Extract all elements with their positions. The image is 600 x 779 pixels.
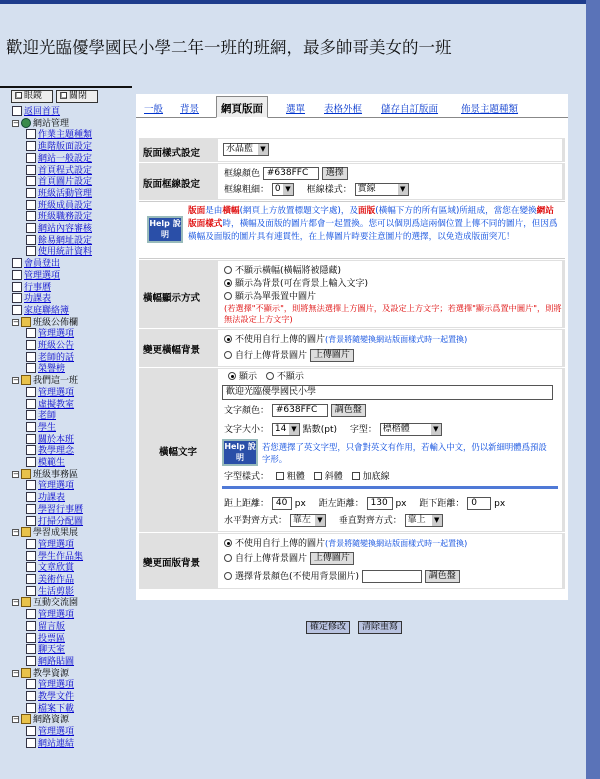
banner-bg-label: 變更橫幅背景 (143, 345, 201, 356)
left-offset-label: 距左距離： (318, 499, 364, 509)
document-icon (26, 246, 36, 256)
border-cell (218, 164, 562, 199)
banner-text-align-line (224, 514, 443, 527)
style-label: 版面樣式設定 (143, 148, 201, 159)
left-offset-unit: px (395, 499, 407, 509)
sidebar-item-label: 管理選項 (38, 481, 75, 492)
confirm-button[interactable]: 確定修改 (306, 621, 350, 634)
collapse-toggle-icon[interactable]: − (13, 528, 19, 537)
sidebar-item[interactable] (26, 410, 56, 421)
sidebar-item (12, 317, 78, 328)
sidebar-item-label: 教學理念 (38, 446, 75, 457)
sidebar-item[interactable] (26, 504, 83, 515)
underline-checkbox[interactable]: 加底線 (352, 472, 390, 482)
tab-item[interactable]: 一般 (144, 104, 164, 115)
tree-collapse-button[interactable]: □關閉 (56, 90, 98, 103)
sidebar-item-label: 互動交流園 (33, 598, 79, 609)
sidebar-item-label: 學習行事曆 (38, 504, 84, 515)
tree-expand-button[interactable]: □眼鏡 (11, 90, 53, 103)
style-select[interactable]: 水晶藍 ▼ (223, 143, 269, 156)
sidebar-item-label: 家庭聯絡簿 (24, 305, 70, 316)
banner-text-row (139, 368, 565, 532)
valign-label: 垂直對齊方式： (338, 516, 402, 526)
sidebar-item-label: 首頁程式設定 (38, 165, 93, 176)
sidebar-item[interactable] (26, 574, 74, 585)
sidebar-item-label: 關於本班 (38, 434, 75, 445)
document-icon (26, 165, 36, 175)
left-offset-input[interactable]: 130 (367, 497, 393, 510)
folder-icon (21, 714, 31, 724)
folder-icon (21, 668, 31, 678)
sidebar-item (12, 527, 78, 538)
document-icon (26, 551, 36, 561)
document-icon (26, 399, 36, 409)
sidebar-item-label: 班級公佈欄 (33, 317, 79, 328)
sidebar-item-label: 班級職務設定 (38, 212, 93, 223)
sidebar-item[interactable] (26, 211, 92, 222)
sidebar-item (12, 469, 78, 480)
sidebar-item[interactable] (26, 200, 92, 211)
tab-item[interactable]: 背景 (180, 104, 200, 115)
banner-text-color-line (224, 404, 366, 417)
document-icon (26, 188, 36, 198)
banner-display-option-center[interactable]: 顯示為單張置中圖片 (224, 292, 316, 303)
border-width-label: 框線粗細： (224, 185, 270, 195)
sidebar-item[interactable] (26, 434, 74, 445)
banner-text-input[interactable]: 歡迎光臨優學國民小學 (222, 385, 553, 400)
document-icon (26, 457, 36, 467)
sidebar-item-label: 虛擬教室 (38, 399, 75, 410)
sidebar-item[interactable] (12, 106, 60, 117)
sidebar-item[interactable] (26, 480, 74, 491)
panel-bg-color-line (224, 570, 460, 583)
banner-bg-option-upload[interactable]: 自行上傳背景圖片 (224, 351, 307, 361)
banner-text-visibility (228, 372, 304, 383)
panel-bg-palette-button[interactable]: 調色盤 (425, 570, 460, 583)
document-icon (26, 235, 36, 245)
sidebar-item[interactable] (26, 352, 74, 363)
panel-bg-option-upload[interactable]: 自行上傳背景圖片 (224, 554, 307, 564)
sidebar-item-label: 管理選項 (24, 270, 61, 281)
sidebar-item[interactable] (26, 457, 65, 468)
help-icon: Help 說明 (147, 216, 183, 243)
sidebar-item-label: 聊天室 (38, 645, 66, 656)
sidebar-item-label: 功課表 (38, 493, 66, 504)
sidebar-item-label: 打掃分配圖 (38, 516, 84, 527)
panel-bg-upload-line (224, 552, 354, 565)
help-text: 版面是由橫幅(網頁上方放置標題文字處)，及面版(橫幅下方的所有區域)所組成，當您在變換網站版面樣式時，橫幅及面版的圖片都會一起置換。您可以個別爲這兩個位置上傳不同的圖片，但因爲橫幅及面版的圖片具有連貫性，在上傳圖片時要注意圖片的選擇，以免造成版面突兀！ (188, 206, 558, 242)
sidebar-item[interactable] (26, 165, 92, 176)
sidebar-item[interactable] (26, 656, 74, 667)
document-icon (26, 656, 36, 666)
sidebar-item[interactable] (26, 691, 74, 702)
tab-item[interactable]: 佈景主題種類 (461, 104, 519, 115)
sidebar-item-label: 學習成果展 (33, 528, 79, 539)
banner-display-note: (若選擇"不顯示"，則將無法選擇上方圖片，及設定上方文字；若選擇"顯示爲置中圖片"，則將無法設定上方文字) (224, 303, 562, 324)
bottom-offset-unit: px (494, 499, 506, 509)
tab-item[interactable]: 儲存自訂版面 (381, 104, 439, 115)
banner-text-offset-line (224, 497, 505, 510)
collapse-toggle-icon[interactable]: − (13, 317, 19, 326)
sidebar-item-label: 管理選項 (38, 329, 75, 340)
banner-display-row (139, 260, 565, 328)
border-style-line (224, 183, 409, 196)
sidebar-item[interactable] (26, 246, 92, 257)
sidebar-item-label: 教學文件 (38, 692, 75, 702)
sidebar-item-label: 網站連結 (38, 738, 75, 749)
sidebar-item[interactable] (12, 282, 51, 293)
document-icon (26, 644, 36, 654)
sidebar-item-label: 我們這一班 (33, 376, 79, 387)
top-offset-label: 距上距離： (224, 499, 270, 509)
document-icon (12, 270, 22, 280)
reset-button[interactable]: 清除重寫 (358, 621, 402, 634)
document-icon (26, 691, 36, 701)
sidebar-item[interactable] (26, 621, 65, 632)
sidebar-item-label: 班級活動管理 (38, 188, 93, 199)
help-block (139, 201, 565, 259)
banner-text-font-select[interactable]: 標楷體 ▼ (380, 423, 442, 436)
sidebar-item-label: 管理選項 (38, 539, 75, 550)
banner-display-label: 橫幅顯示方式 (143, 293, 201, 304)
sidebar-item[interactable] (26, 492, 65, 503)
tab-item[interactable]: 表格外框 (324, 104, 363, 115)
folder-icon (21, 317, 31, 327)
top-offset-unit: px (294, 499, 306, 509)
document-icon (26, 176, 36, 186)
folder-icon (21, 597, 31, 607)
document-icon (26, 410, 36, 420)
sidebar-item (12, 118, 69, 129)
sidebar-item-label: 投票區 (38, 633, 66, 644)
sidebar-item[interactable] (12, 293, 51, 304)
panel-bg-cell (218, 534, 562, 588)
sidebar-item-label: 學生作品集 (38, 551, 84, 562)
sidebar-item[interactable] (12, 270, 60, 281)
sidebar-item[interactable] (26, 188, 92, 199)
panel-bg-color-input[interactable] (362, 570, 422, 583)
banner-text-style-label: 字型樣式： (224, 472, 270, 482)
document-icon (26, 141, 36, 151)
collapse-toggle-icon[interactable]: − (13, 715, 19, 724)
sidebar-item[interactable] (26, 176, 92, 187)
document-icon (26, 129, 36, 139)
document-icon (26, 211, 36, 221)
folder-icon (21, 469, 31, 479)
banner-bg-option-default[interactable]: 不使用自行上傳的圖片(背景將隨變換網站版面樣式時一起置換) (224, 334, 467, 346)
border-style-select[interactable]: 實線 ▼ (355, 183, 409, 196)
sidebar-item-label: 學生 (38, 422, 57, 433)
sidebar-item[interactable] (26, 129, 92, 140)
banner-text-show-radio[interactable]: 顯示 (228, 372, 257, 382)
document-icon (26, 703, 36, 713)
sidebar-item[interactable] (26, 586, 74, 597)
banner-bg-upload-button[interactable]: 上傳圖片 (310, 349, 354, 362)
document-icon (26, 480, 36, 490)
sidebar-item-label: 網路資源 (33, 715, 70, 726)
document-icon (26, 586, 36, 596)
document-icon (26, 492, 36, 502)
border-width-select[interactable]: 0 ▼ (272, 183, 294, 196)
divider (222, 486, 558, 489)
sidebar-item[interactable] (26, 516, 83, 527)
banner-text-cell (218, 369, 562, 531)
sidebar-item-label: 留言版 (38, 621, 66, 632)
banner-text-size-line (224, 423, 442, 436)
collapse-toggle-icon[interactable]: − (13, 469, 19, 478)
sidebar-item-label: 餘易網址設定 (38, 235, 93, 246)
tab-bar (136, 94, 568, 118)
sidebar-item[interactable] (26, 539, 74, 550)
border-color-line (224, 167, 348, 180)
document-icon (26, 726, 36, 736)
sidebar-item-label: 美術作品 (38, 575, 75, 585)
sidebar-item-label: 管理選項 (38, 387, 75, 398)
sidebar-item[interactable] (26, 644, 65, 655)
sidebar-item-label: 進階版面設定 (38, 142, 93, 153)
tab-item[interactable]: 選單 (286, 104, 306, 115)
sidebar-item[interactable] (26, 387, 74, 398)
sidebar-item[interactable] (26, 153, 92, 164)
document-icon (12, 258, 22, 268)
panel-bg-row (139, 533, 565, 589)
sidebar-item[interactable] (26, 633, 65, 644)
banner-bg-cell (218, 330, 562, 366)
border-row (139, 163, 565, 200)
sidebar-item-label: 管理選項 (38, 680, 75, 691)
page-title: 歡迎光臨優學國民小學二年一班的班網，最多帥哥美女的一班 (6, 38, 452, 57)
document-icon (12, 305, 22, 315)
document-icon (12, 282, 22, 292)
collapse-toggle-icon[interactable]: − (13, 376, 19, 385)
sidebar-item-label: 作業主題種類 (38, 130, 93, 141)
sidebar-item-label: 班級成員設定 (38, 200, 93, 211)
folder-icon (21, 375, 31, 385)
collapse-toggle-icon[interactable]: − (13, 598, 19, 607)
document-icon (26, 679, 36, 689)
valign-select[interactable]: 靠上 ▼ (405, 514, 443, 527)
banner-display-cell (218, 261, 562, 327)
banner-text-label: 橫幅文字 (159, 447, 198, 458)
bottom-offset-label: 距下距離： (419, 499, 465, 509)
sidebar-item-label: 模範生 (38, 458, 66, 468)
collapse-toggle-icon[interactable]: − (13, 118, 19, 127)
document-icon (26, 504, 36, 514)
panel-bg-upload-button[interactable]: 上傳圖片 (310, 552, 354, 565)
document-icon (26, 328, 36, 338)
document-icon (12, 106, 22, 116)
sidebar-item-label: 教學資源 (33, 668, 70, 679)
sidebar-item[interactable] (12, 258, 60, 269)
border-color-input[interactable]: #638FFC (263, 167, 319, 180)
banner-text-help-text: 若您選擇了英文字型，只會對英文有作用，若輸入中文，仍以新細明體爲預設字形。 (262, 442, 547, 464)
sidebar-item-label: 班級公告 (38, 341, 75, 351)
border-label: 版面框線設定 (143, 179, 201, 190)
banner-text-size-label: 文字大小： (224, 425, 270, 435)
sidebar-item-label: 返回首頁 (24, 107, 61, 117)
document-icon (26, 562, 36, 572)
sidebar-item-label: 首頁圖片設定 (38, 177, 93, 188)
document-icon (26, 352, 36, 362)
document-icon (26, 621, 36, 631)
border-style-label: 框線樣式： (306, 185, 352, 195)
italic-checkbox[interactable]: 斜體 (314, 472, 343, 482)
sidebar-item-label: 功課表 (24, 294, 52, 305)
document-icon (26, 387, 36, 397)
document-icon (26, 539, 36, 549)
banner-text-palette-button[interactable]: 調色盤 (331, 404, 366, 417)
banner-text-color-label: 文字顏色： (224, 406, 270, 416)
top-offset-input[interactable]: 40 (272, 497, 292, 510)
document-icon (26, 609, 36, 619)
document-icon (26, 223, 36, 233)
sidebar-item (12, 597, 78, 608)
sidebar-item-label: 班級事務區 (33, 469, 79, 480)
document-icon (26, 200, 36, 210)
sidebar-item[interactable] (26, 738, 74, 749)
banner-text-hide-radio[interactable]: 不顯示 (266, 372, 304, 382)
banner-text-size-unit: 點數(pt) (302, 425, 338, 435)
sidebar-item (12, 375, 78, 386)
banner-display-option-background[interactable]: 顯示為背景(可在背景上輸入文字) (224, 279, 368, 290)
border-color-select-button[interactable]: 選擇 (322, 167, 348, 180)
banner-text-help-icon: Help 說明 (222, 439, 258, 466)
sidebar-item[interactable] (26, 422, 56, 433)
sidebar-item-label: 會員登出 (24, 259, 61, 270)
sidebar-item[interactable] (26, 609, 74, 620)
sidebar-item-label: 老師 (38, 411, 57, 422)
document-icon (26, 434, 36, 444)
sidebar-item[interactable] (26, 445, 74, 456)
document-icon (26, 363, 36, 373)
sidebar-item-label: 管理選項 (38, 727, 75, 738)
document-icon (26, 738, 36, 748)
sidebar-item[interactable] (26, 562, 74, 573)
banner-text-color-input[interactable]: #638FFC (272, 404, 328, 417)
banner-text-font-label: 字型： (349, 425, 377, 435)
sidebar-item-label: 使用統計資料 (38, 247, 93, 258)
sidebar-item[interactable] (26, 679, 74, 690)
sidebar-item-label: 老師的話 (38, 352, 75, 363)
sidebar-item[interactable] (26, 340, 74, 351)
sidebar-item-label: 生活剪影 (38, 586, 75, 597)
document-icon (26, 153, 36, 163)
sidebar-item-label: 管理選項 (38, 610, 75, 621)
sidebar-item[interactable] (26, 726, 74, 737)
document-icon (26, 574, 36, 584)
border-color-label: 框線顏色 (224, 169, 261, 179)
sidebar-item[interactable] (26, 703, 74, 714)
sidebar-item[interactable] (26, 223, 92, 234)
panel-bg-option-default[interactable]: 不使用自行上傳的圖片(背景將隨變換網站版面樣式時一起置換) (224, 538, 467, 550)
document-icon (26, 445, 36, 455)
sidebar-item[interactable] (26, 235, 92, 246)
document-icon (26, 633, 36, 643)
sidebar-item[interactable] (26, 328, 74, 339)
sidebar-item-label: 網站內容審核 (38, 224, 93, 234)
folder-icon (21, 527, 31, 537)
sidebar-item[interactable] (26, 363, 65, 374)
halign-select[interactable]: 靠左 ▼ (290, 514, 326, 527)
bottom-offset-input[interactable]: 0 (467, 497, 491, 510)
banner-display-option-hide[interactable]: 不顯示橫幅(橫幅將被隱藏) (224, 266, 341, 277)
collapse-toggle-icon[interactable]: − (13, 668, 19, 677)
sidebar-item-label: 行事曆 (24, 282, 52, 293)
sidebar-item-label: 檔案下載 (38, 703, 75, 714)
top-band (0, 0, 586, 4)
banner-text-style-line (224, 472, 390, 483)
sidebar-item (12, 668, 69, 679)
sidebar-item[interactable] (26, 141, 92, 152)
settings-panel (136, 94, 568, 600)
panel-bg-label: 變更面版背景 (143, 558, 201, 569)
banner-bg-row (139, 329, 565, 367)
panel-bg-option-color[interactable]: 選擇背景顏色(不使用背景圖片) (224, 572, 359, 582)
banner-text-size-select[interactable]: 14 ▼ (272, 423, 300, 436)
sidebar-item-label: 網站一般設定 (38, 153, 93, 164)
sidebar-item-label: 網站管理 (33, 118, 70, 129)
halign-label: 水平對齊方式： (224, 516, 288, 526)
sidebar-item-label: 網路貼圖 (38, 656, 75, 667)
sidebar-item[interactable] (26, 551, 83, 562)
document-icon (26, 516, 36, 526)
sidebar-item (12, 714, 69, 725)
document-icon (26, 340, 36, 350)
globe-icon (21, 118, 31, 128)
bold-checkbox[interactable]: 粗體 (276, 472, 305, 482)
style-cell (218, 139, 562, 161)
sidebar-item[interactable] (26, 399, 74, 410)
sidebar-item-label: 文章欣賞 (38, 563, 75, 574)
sidebar-item[interactable] (12, 305, 69, 316)
document-icon (12, 293, 22, 303)
document-icon (26, 422, 36, 432)
style-row (139, 138, 565, 162)
banner-bg-upload-line (224, 349, 354, 362)
tab-item[interactable]: 網頁版面 (216, 96, 268, 118)
sidebar-item-label: 榮譽榜 (38, 364, 66, 375)
